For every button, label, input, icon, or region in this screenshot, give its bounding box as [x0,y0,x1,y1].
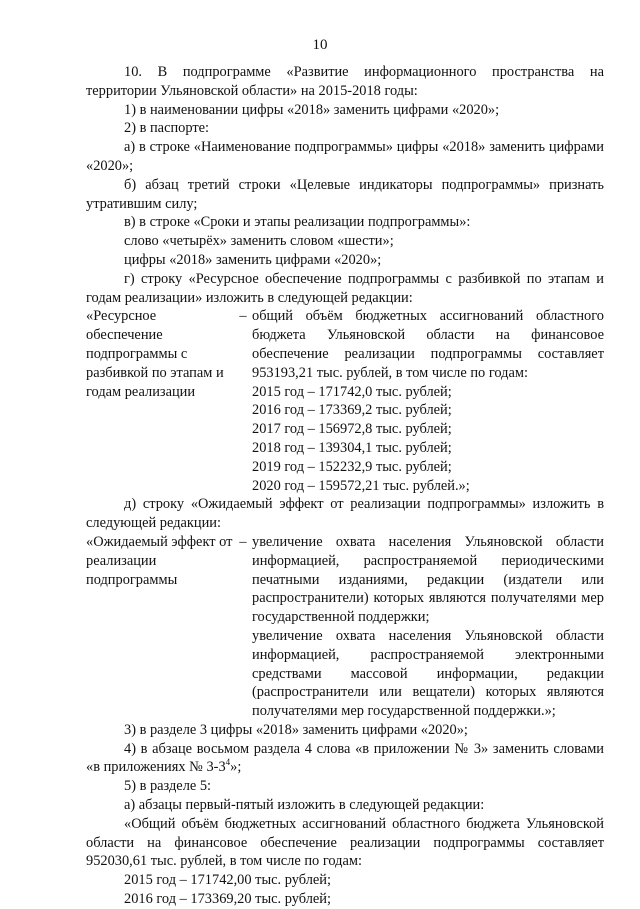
paragraph-year-2016: 2016 год – 173369,20 тыс. рублей; [124,891,331,908]
paragraph-subitem-2v: в) в строке «Сроки и этапы реализации подпрограммы»: [124,214,471,231]
effect-dash: – [239,533,247,550]
superscript: 4 [225,757,231,768]
paragraph-year-2015: 2015 год – 171742,00 тыс. рублей; [124,872,331,889]
effect-label: «Ожидаемый эффект от реализации подпрограммы [86,533,233,588]
resource-year-2018: 2018 год – 139304,1 тыс. рублей; [252,439,452,456]
paragraph-subitem-2g: г) строку «Ресурсное обеспечение подпрограммы с разбивкой по этапам и годам реализации» изложить в следующей редакции: [86,270,604,306]
paragraph-subitem-2a: а) в строке «Наименование подпрограммы» цифры «2018» заменить цифрами «2020»; [86,139,604,174]
paragraph-subitem-2: 2) в паспорте: [124,120,210,137]
resource-dash: – [239,308,247,325]
effect-table [86,533,604,721]
resource-text: общий объём бюджетных ассигнований областного бюджета Ульяновской области на финансовое обеспечение реализации подпрограммы составляет 953193,21 тыс. рублей, в том числе по годам: [252,308,604,381]
paragraph-subitem-4-end: »; [230,759,242,776]
resource-year-2019: 2019 год – 152232,9 тыс. рублей; [252,458,452,475]
resource-year-2017: 2017 год – 156972,8 тыс. рублей; [252,421,452,438]
resource-label: «Ресурсное обеспечение подпрограммы с разбивкой по этапам и годам реализации [86,308,224,400]
page-number: 10 [312,37,328,53]
paragraph-subitem-4-text: 4) в абзаце восьмом раздела 4 слова «в приложении № 3» заменить словами «в приложениях № 3-3 [86,740,604,776]
resource-table [86,307,604,495]
effect-content [252,533,604,721]
paragraph-subitem-5: 5) в разделе 5: [124,778,212,795]
resource-year-2020: 2020 год – 159572,21 тыс. рублей.»; [252,477,470,494]
document-body [86,63,604,909]
effect-text-print: увеличение охвата населения Ульяновской области информацией, распространяемой периодическими печатными изданиями, редакции (издатели или распространители) которых являются получателями мер государственной поддержки; [252,533,604,626]
paragraph-subitem-4 [86,740,604,778]
paragraph-digits-replace: цифры «2018» заменить цифрами «2020»; [124,251,382,268]
resource-content [252,307,604,495]
paragraph-subitem-5a: а) абзацы первый-пятый изложить в следующей редакции: [124,797,485,814]
paragraph-subitem-2d: д) строку «Ожидаемый эффект от реализации подпрограммы» изложить в следующей редакции: [86,496,604,532]
paragraph-word-replace: слово «четырёх» заменить словом «шести»; [124,233,394,250]
paragraph-subitem-2b: б) абзац третий строки «Целевые индикаторы подпрограммы» признать утратившим силу; [86,176,604,212]
effect-text-electronic: увеличение охвата населения Ульяновской области информацией, распространяемой электронными средствами массовой информации, редакции (распространители или вещатели) которых являются получателями мер государственной поддержки.»; [252,627,604,720]
paragraph-subitem-1: 1) в наименовании цифры «2018» заменить цифрами «2020»; [124,101,500,118]
resource-year-2015: 2015 год – 171742,0 тыс. рублей; [252,383,452,400]
resource-year-2016: 2016 год – 173369,2 тыс. рублей; [252,402,452,419]
paragraph-item-10: 10. В подпрограмме «Развитие информационного пространства на территории Ульяновской области» на 2015-2018 годы: [86,64,604,99]
paragraph-budget-total: «Общий объём бюджетных ассигнований областного бюджета Ульяновской области на финансовое обеспечение реализации подпрограммы составляет 952030,61 тыс. рублей, в том числе по годам: [86,815,604,870]
paragraph-subitem-3: 3) в разделе 3 цифры «2018» заменить цифрами «2020»; [124,721,468,738]
